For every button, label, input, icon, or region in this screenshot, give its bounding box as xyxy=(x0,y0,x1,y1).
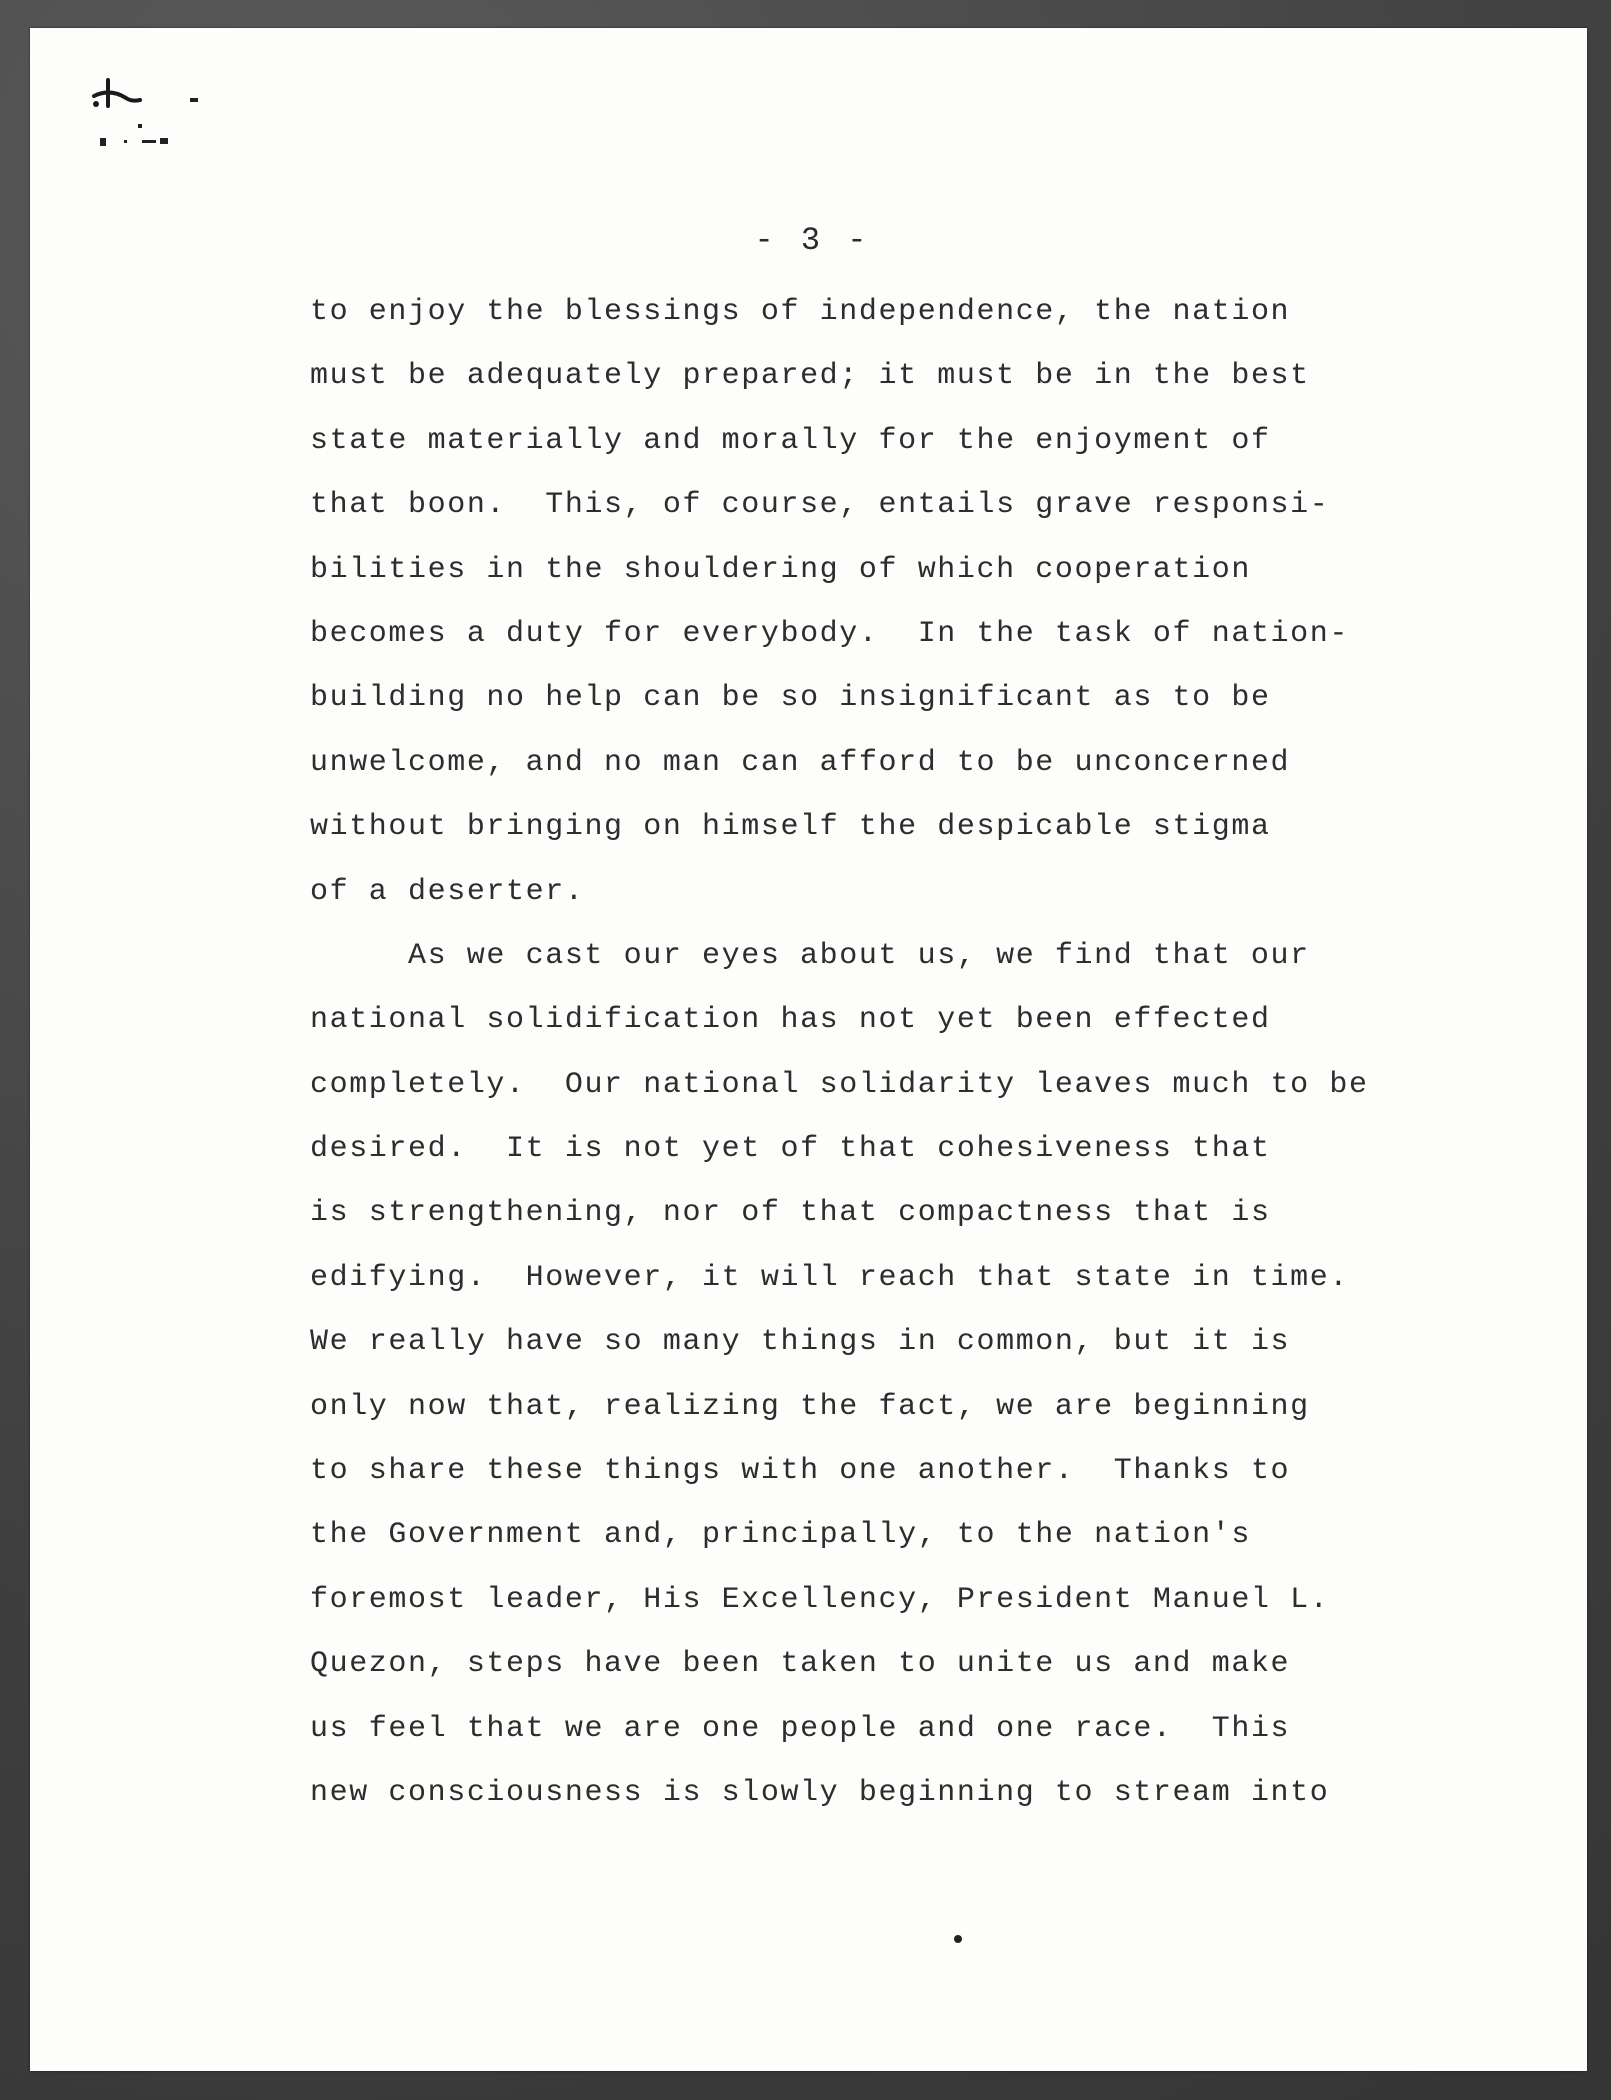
ink-speck xyxy=(954,1935,962,1943)
ink-marks-decoration xyxy=(80,58,240,158)
text-line: of a deserter. xyxy=(310,874,585,909)
text-line: that boon. This, of course, entails grave responsi- xyxy=(310,488,1330,523)
text-line: Quezon, steps have been taken to unite us and make xyxy=(310,1647,1291,1682)
text-line: foremost leader, His Excellency, President Manuel L. xyxy=(310,1582,1330,1617)
text-line: We really have so many things in common, but it is xyxy=(310,1325,1291,1360)
text-line: becomes a duty for everybody. In the task of nation- xyxy=(310,616,1349,651)
text-line: building no help can be so insignificant as to be xyxy=(310,681,1271,716)
text-line: state materially and morally for the enjoyment of xyxy=(310,423,1271,458)
text-line: As we cast our eyes about us, we find that our xyxy=(408,938,1310,973)
text-line: edifying. However, it will reach that state in time. xyxy=(310,1260,1349,1295)
text-line: to share these things with one another. Thanks to xyxy=(310,1454,1291,1489)
text-line: is strengthening, nor of that compactness that is xyxy=(310,1196,1271,1231)
text-line: new consciousness is slowly beginning to stream into xyxy=(310,1775,1330,1810)
body-text xyxy=(310,280,1390,1825)
text-line: must be adequately prepared; it must be in the best xyxy=(310,359,1310,394)
text-line: bilities in the shouldering of which cooperation xyxy=(310,552,1251,587)
text-line: national solidification has not yet been effected xyxy=(310,1003,1271,1038)
text-line: us feel that we are one people and one race. This xyxy=(310,1711,1291,1746)
page-number: - 3 - xyxy=(754,222,871,259)
text-line: without bringing on himself the despicable stigma xyxy=(310,810,1271,845)
text-line: unwelcome, and no man can afford to be unconcerned xyxy=(310,745,1291,780)
text-line: to enjoy the blessings of independence, the nation xyxy=(310,295,1291,329)
text-line: the Government and, principally, to the nation's xyxy=(310,1518,1251,1553)
text-line: only now that, realizing the fact, we are beginning xyxy=(310,1389,1310,1424)
text-line: desired. It is not yet of that cohesiveness that xyxy=(310,1132,1271,1167)
text-line: completely. Our national solidarity leaves much to be xyxy=(310,1067,1369,1102)
